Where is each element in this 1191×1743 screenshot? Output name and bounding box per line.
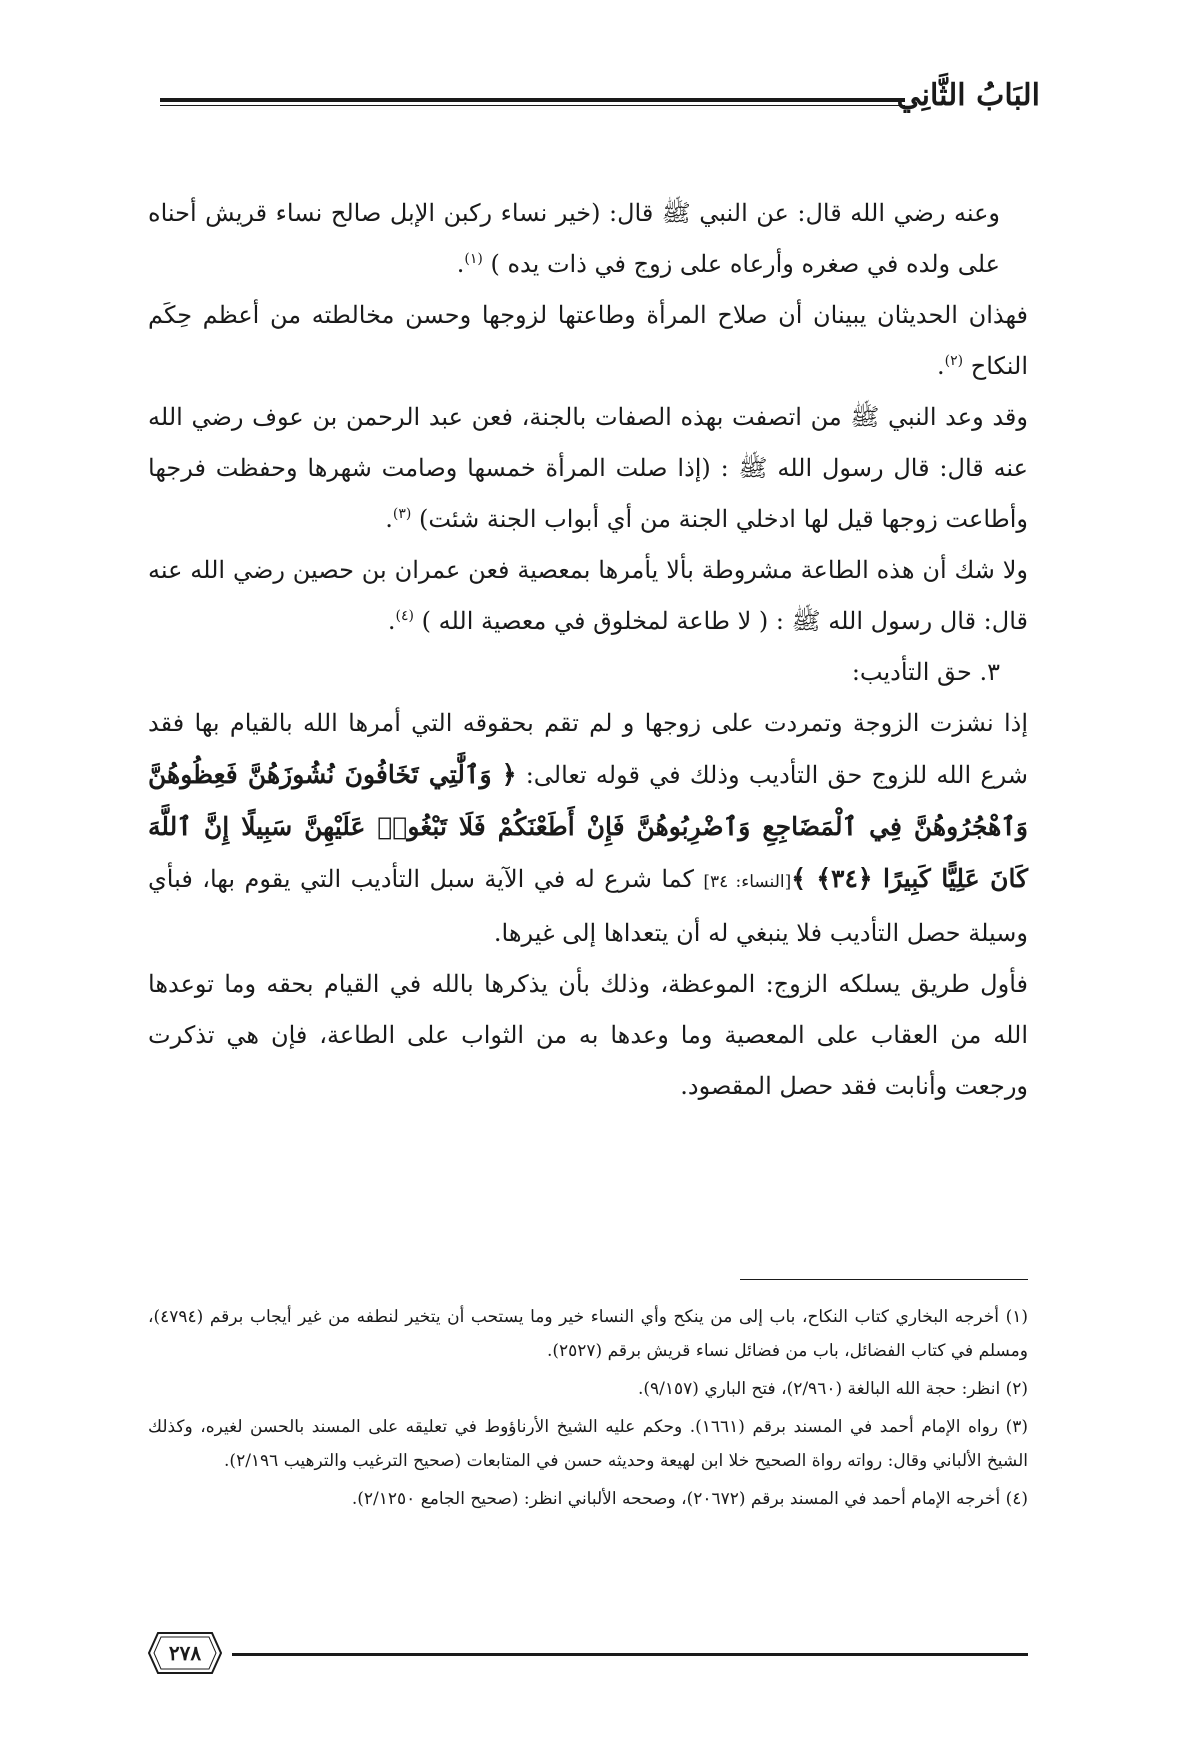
footnote-4: (٤) أخرجه الإمام أحمد في المسند برقم (٢٠٦٧٢)، وصححه الألباني انظر: (صحيح الجامع ٢/١٢٥٠). (351, 1489, 1028, 1509)
page-header (160, 78, 1040, 128)
main-text (148, 188, 1028, 1112)
footnote-ref: (٣) (392, 506, 412, 522)
page-footer (148, 1625, 1028, 1685)
paragraph-end: . (936, 352, 945, 380)
paragraph-promise (148, 392, 1028, 545)
paragraph-text: ولا شك أن هذه الطاعة مشروطة بألا يأمرها بمعصية فعن عمران بن حصين رضي الله عنه قال: قال رسول الله ﷺ : ( لا طاعة لمخلوق في معصية الله ) (148, 556, 1028, 635)
paragraph-end: . (387, 607, 396, 635)
header-rule (160, 98, 905, 106)
chapter-title: البَابُ الثَّانِي (896, 78, 1040, 113)
paragraph-admonition: فأول طريق يسلكه الزوج: الموعظة، وذلك بأن يذكرها بالله في القيام بحقه وما توعدها الله من العقاب على المعصية وما وعدها به من الثواب على الطاعة، فإن هي تذكرت ورجعت وأنابت فقد حصل المقصود. (148, 970, 1028, 1100)
footnote-ref: (١) (464, 251, 483, 267)
page-number-badge (148, 1631, 222, 1675)
footnote-2: (٢) انظر: حجة الله البالغة (٢/٩٦٠)، فتح الباري (٩/١٥٧). (637, 1379, 1028, 1399)
discipline-intro: إذا نشزت الزوجة وتمردت على زوجها و لم تقم بحقوقه التي أمرها الله بالقيام بها فقد شرع الله للزوج حق التأديب وذلك في قوله تعالى: (148, 709, 1028, 789)
footnote-ref: (٤) (395, 608, 414, 624)
quran-verse: ﴿ وَٱلَّٰتِي تَخَافُونَ نُشُوزَهُنَّ فَعِظُوهُنَّ وَٱهْجُرُوهُنَّ فِي ٱلْمَضَاجِعِ وَٱضْرِبُوهُنَّ فَإِنْ أَطَعْنَكُمْ فَلَا تَبْغُوا۟ عَلَيْهِنَّ سَبِيلًا إِنَّ ٱللَّهَ كَانَ عَلِيًّا كَبِيرًا ﴿٣٤﴾ ﴾ (148, 760, 1028, 893)
discipline-after: كما شرع له في الآية سبل التأديب التي يقوم بها، فبأي وسيلة حصل التأديب فلا ينبغي له أن يتعداها إلى غيرها. (148, 865, 1028, 947)
footnote-ref: (٢) (944, 353, 964, 369)
paragraph-text: وقد وعد النبي ﷺ من اتصفت بهذه الصفات بالجنة، فعن عبد الرحمن بن عوف رضي الله عنه قال: قال رسول الله ﷺ : (إذا صلت المرأة خمسها وصامت شهرها وحفظت فرجها وأطاعت زوجها قيل لها ادخلي الجنة من أي أبواب الجنة شئت) (148, 403, 1028, 533)
paragraph-conclusion (148, 290, 1028, 392)
paragraph-text: فهذان الحديثان يبينان أن صلاح المرأة وطاعتها لزوجها وحسن مخالطته من أعظم حِكَم النكاح (148, 301, 1028, 380)
page-number: ٢٧٨ (168, 1641, 202, 1665)
paragraph-end: . (456, 250, 465, 278)
paragraph-hadith-1 (148, 188, 1028, 290)
footnote-separator (740, 1279, 1028, 1280)
footer-rule (232, 1653, 1028, 1656)
paragraph-condition (148, 545, 1028, 647)
paragraph-discipline (148, 698, 1028, 959)
paragraph-text: وعنه رضي الله قال: عن النبي ﷺ قال: (خير نساء ركبن الإبل صالح نساء قريش أحناه على ولده في صغره وأرعاه على زوج في ذات يده ) (148, 199, 1000, 278)
footnotes (148, 1300, 1028, 1520)
section-heading: ٣. حق التأديب: (851, 658, 1000, 686)
quran-citation: [النساء: ٣٤] (703, 872, 792, 892)
paragraph-end: . (385, 505, 393, 533)
footnote-1: (١) أخرجه البخاري كتاب النكاح، باب إلى من ينكح وأي النساء خير وما يستحب أن يتخير لنطفه من غير أيجاب برقم (٤٧٩٤)، ومسلم في كتاب الفضائل، باب من فضائل نساء قريش برقم (٢٥٢٧). (148, 1307, 1028, 1361)
footnote-3: (٣) رواه الإمام أحمد في المسند برقم (١٦٦١). وحكم عليه الشيخ الأرناؤوط في تعليقه على المسند بالحسن لغيره، وكذلك الشيخ الألباني وقال: رواته رواة الصحيح خلا ابن لهيعة وحديثه حسن في المتابعات (صحيح الترغيب والترهيب ٢/١٩٦). (148, 1417, 1029, 1471)
